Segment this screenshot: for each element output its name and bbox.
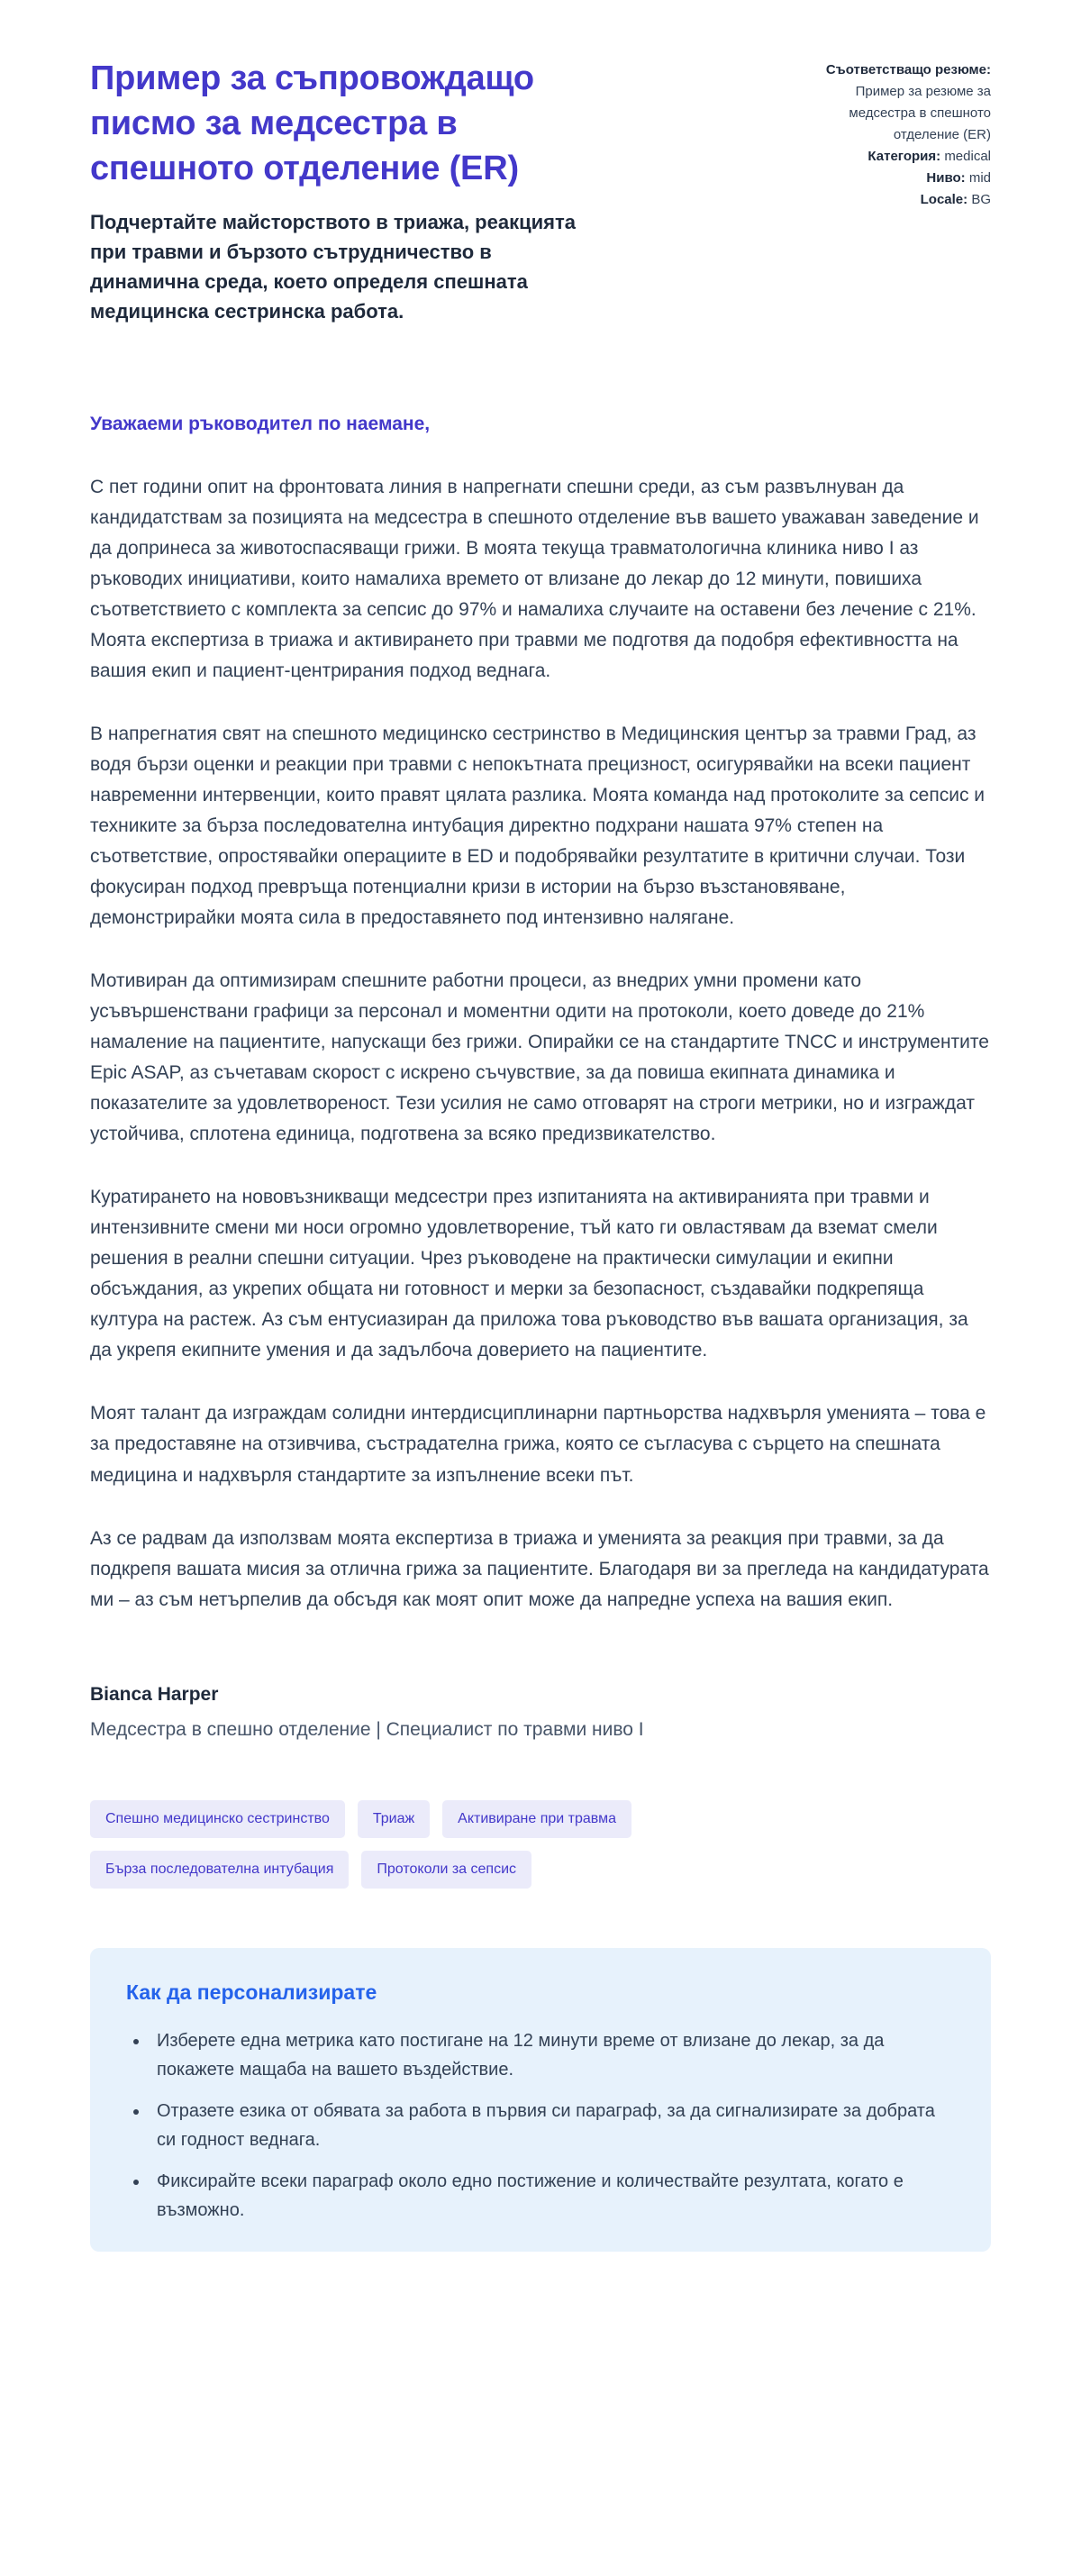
tag-chip: Спешно медицинско сестринство <box>90 1800 345 1838</box>
tag-chip: Протоколи за сепсис <box>361 1851 531 1889</box>
locale-meta <box>802 189 991 211</box>
level-meta <box>802 168 991 189</box>
tip-item: • Отразете езика от обявата за работа в първия си параграф, за да сигнализирате за добрата си годност веднага. <box>150 2097 955 2154</box>
letter-paragraph: Куратирането на нововъзникващи медсестри през изпитанията на активиранията при травми и интензивните смени ми носи огромно удовлетворение, тъй като ги овластявам да вземат смели решения в реални спешни ситуации. Чрез ръководене на практически симулации и екипни обсъждания, аз укрепих общата ни готовност и мерки за безопасност, създавайки подкрепяща култура на растеж. Аз съм ентусиазиран да приложа това ръководство във вашата организация, за да укрепя екипните умения и да задълбоча доверието на пациентите. <box>90 1187 968 1361</box>
tip-item: • Изберете една метрика като постигане на 12 минути време от влизане до лекар, за да покажете мащаба на вашето въздействие. <box>150 2026 955 2084</box>
cover-letter-body <box>90 409 991 1743</box>
locale-value: BG <box>971 192 991 207</box>
page-header <box>90 56 991 326</box>
tips-heading: Как да персонализирате <box>126 1980 377 2004</box>
signature-name: Bianca Harper <box>90 1683 219 1705</box>
letter-salutation: Уважаеми ръководител по наемане, <box>90 414 431 435</box>
matching-resume-meta <box>802 59 991 146</box>
category-value: medical <box>944 149 991 164</box>
category-meta <box>802 146 991 168</box>
level-value: mid <box>968 170 991 186</box>
category-label: Категория: <box>868 149 941 164</box>
personalization-tips-box <box>90 1948 991 2252</box>
tags-list <box>90 1800 721 1889</box>
tag-chip: Активиране при травма <box>442 1800 631 1838</box>
signature-block <box>90 1680 991 1744</box>
header-title-block <box>90 56 577 326</box>
tip-item: • Фиксирайте всеки параграф около едно постижение и количествайте резултата, когато е възможно. <box>150 2167 955 2225</box>
letter-paragraph: С пет години опит на фронтовата линия в напрегнати спешни среди, аз съм развълнуван да кандидатствам за позицията на медсестра в спешното отделение във вашето уважаван заведение и да допринеса за животоспасяващи грижи. В моята текуща травматологична клиника ниво I аз ръководих инициативи, които намалиха времето от влизане до лекар до 12 минути, повишиха съответствието с комплекта за сепсис до 97% и намалиха случаите на оставени без лечение с 21%. Моята експертиза в триажа и активирането при травми ме подготвя да подобря ефективността на вашия екип и пациент-центрирания подход веднага. <box>90 477 979 682</box>
signature-title: Медсестра в спешно отделение | Специалист по травми ниво I <box>90 1719 644 1741</box>
letter-paragraph: Мотивиран да оптимизирам спешните работни процеси, аз внедрих умни промени като усъвършенствани графици за персонал и моментни одити на протоколи, което доведе до 21% намаление на пациентите, напускащи без грижи. Опирайки се на стандартите TNCC и инструментите Epic ASAP, аз съчетавам скорост с искрено съчувствие, за да повиша екипната динамика и показателите за удовлетвореност. Тези усилия не само отговарят на строги метрики, но и изграждат устойчива, сплотена единица, подготвена за всяко предизвикателство. <box>90 970 989 1145</box>
letter-paragraph: Моят талант да изграждам солидни интердисциплинарни партньорства надхвърля уменията – това е за предоставяне на отзивчива, състрадателна грижа, която се съгласува с сърцето на спешната медицина и надхвърля стандартите за изпълнение всеки път. <box>90 1403 986 1486</box>
tag-chip: Триаж <box>358 1800 430 1838</box>
meta-block <box>802 59 991 211</box>
level-label: Ниво: <box>926 170 966 186</box>
tag-chip: Бърза последователна интубация <box>90 1851 349 1889</box>
matching-resume-value: Пример за резюме за медсестра в спешното отделение (ER) <box>849 84 991 142</box>
matching-resume-label: Съответстващо резюме: <box>825 62 991 77</box>
letter-paragraph: В напрегнатия свят на спешното медицинско сестринство в Медицинския център за травми Град, аз водя бързи оценки и реакции при травми с непокътната прецизност, осигурявайки на всеки пациент навременни интервенции, които правят цялата разлика. Моята команда над протоколите за сепсис и техниките за бърза последователна интубация директно подхрани нашата 97% степен на съответствие, опростявайки операциите в ED и подобрявайки резултатите в критични случаи. Този фокусиран подход превръща потенциални кризи в истории на бързо възстановяване, демонстрирайки моята сила в предоставянето под интензивно налягане. <box>90 724 986 929</box>
page-subtitle: Подчертайте майсторството в триажа, реакцията при травми и бързото сътрудничество в динамична среда, което определя спешната медицинска сестринска работа. <box>90 211 576 323</box>
tips-list <box>126 2026 955 2225</box>
locale-label: Locale: <box>920 192 968 207</box>
letter-paragraph: Аз се радвам да използвам моята експертиза в триажа и уменията за реакция при травми, за да подкрепя вашата мисия за отлична грижа за пациентите. Благодаря ви за прегледа на кандидатурата ми – аз съм нетърпелив да обсъдя как моят опит може да напредне успеха на вашия екип. <box>90 1527 989 1610</box>
page-title: Пример за съпровождащо писмо за медсестра в спешното отделение (ER) <box>90 59 534 188</box>
